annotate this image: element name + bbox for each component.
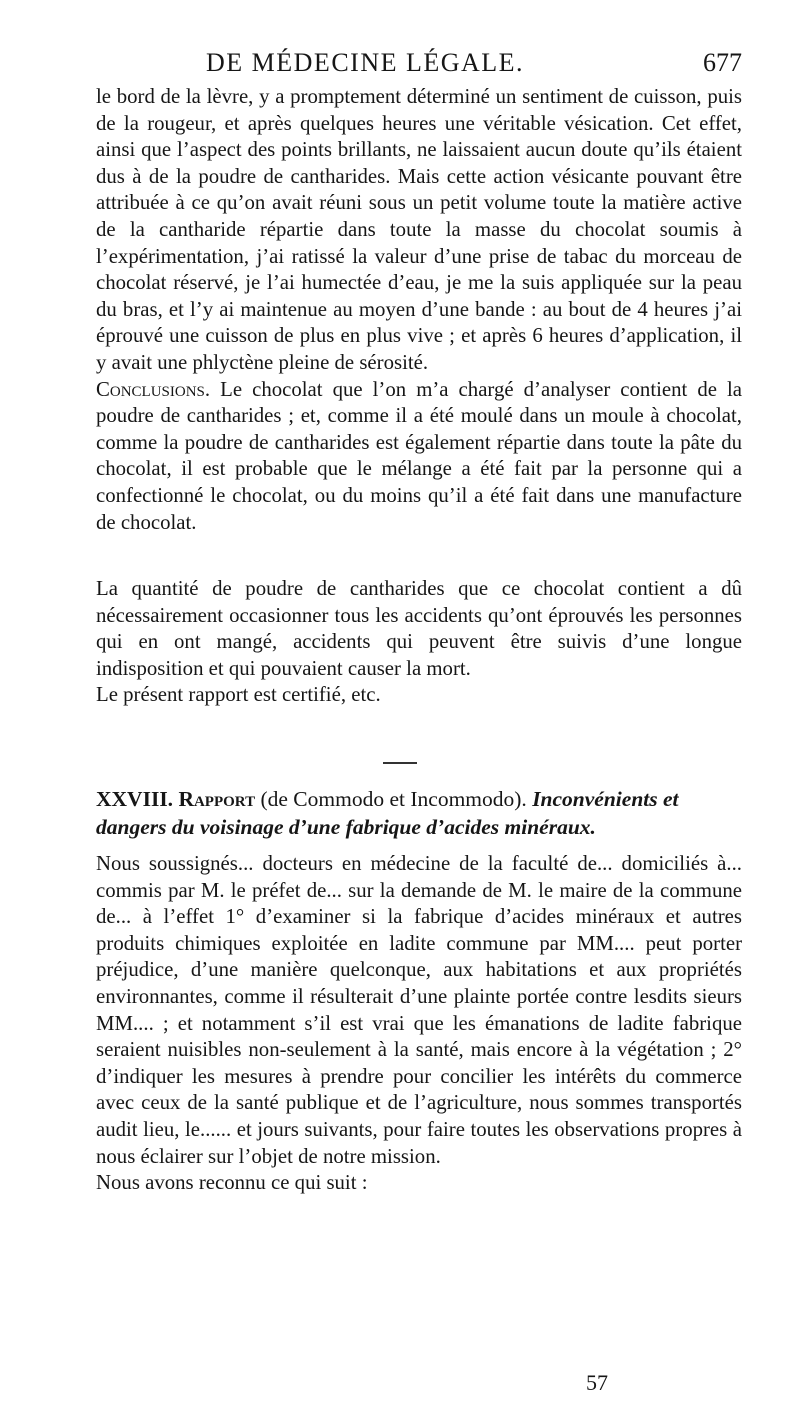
paragraph-report: Nous soussignés... docteurs en médecine de la faculté de... domiciliés à... commis par M. le préfet de... sur la demande de M. le maire de la commune de... à l’effet 1° d’examiner si la fabrique d’acides minéraux et autres produits chimiques exploitée en ladite commune par MM.... peut porter préjudice, d’une manière quelconque, aux habitations et aux propriétés environnantes, comme il résulterait d’une plainte portée contre lesdits sieurs MM.... ; et notamment s’il est vrai que les émanations de ladite fabrique seraient nuisibles non-seulement à la santé, mais encore à la végétation ; 2° d’indiquer les mesures à prendre pour concilier les intérêts du commerce avec ceux de la santé publique et de l’agriculture, nous sommes transportés audit lieu, le...... et jours suivants, pour faire toutes les observations propres à nous éclairer sur l’objet de notre mission.	[96, 852, 742, 1168]
signature-mark: 57	[586, 1370, 608, 1395]
paragraph-quantity: La quantité de poudre de cantharides que ce chocolat contient a dû nécessairement occasionner tous les accidents qu’ont éprouvés les personnes qui en ont mangé, accidents qui peuvent être suivis d’une longue indisposition et qui pouvaient causer la mort.	[96, 577, 742, 680]
section-title-italic: Inconvénients et dangers du voisinage d’une fabrique d’acides minéraux.	[96, 787, 679, 839]
paragraph-conclusions	[96, 377, 742, 537]
body-text-report	[96, 851, 742, 1197]
header-page-number: 677	[703, 48, 742, 77]
paragraph-experiment: le bord de la lèvre, y a promptement déterminé un sentiment de cuisson, puis de la rougeur, et après quelques heures une véritable vésication. Cet effet, ainsi que l’aspect des points brillants, ne laissaient aucun doute qu’ils étaient dus à de la poudre de cantharides. Mais cette action vésicante pouvant être attribuée à ce qu’on avait réuni sous un petit volume toute la matière active de la cantharide répartie dans toute la masse du chocolat soumis à l’expérimentation, j’ai ratissé la valeur d’une prise de tabac du morceau de chocolat réservé, je l’ai humectée d’eau, je me la suis appliquée sur la peau du bras, et l’y ai maintenue au moyen d’une bande : au bout de 4 heures j’ai éprouvé une cuisson de plus en plus vive ; et après 6 heures d’application, il y avait une phlyctène pleine de sérosité.	[96, 85, 742, 374]
section-number: XXVIII.	[96, 787, 174, 811]
header-title: DE MÉDECINE LÉGALE.	[206, 48, 525, 77]
section-subtitle: (de Commodo et Incommodo).	[260, 787, 527, 811]
section-divider	[383, 762, 417, 764]
paragraph-certified: Le présent rapport est certifié, etc.	[96, 683, 381, 707]
conclusions-text: Le chocolat que l’on m’a chargé d’analyser contient de la poudre de cantharides ; et, comme il a été moulé dans un moule à chocolat, comme la poudre de cantharides est également répartie dans toute la pâte du chocolat, il est probable que le mélange a été fait par la personne qui a confectionné le chocolat, ou du moins qu’il a été fait dans une manufacture de chocolat.	[96, 377, 742, 534]
paragraph-findings: Nous avons reconnu ce qui suit :	[96, 1171, 368, 1195]
section-label: Rapport	[178, 787, 256, 811]
body-text-conclusion-tail	[96, 576, 742, 709]
section-title	[96, 785, 742, 841]
conclusions-label: Conclusions.	[96, 377, 211, 401]
running-header	[96, 48, 742, 88]
body-text-top	[96, 84, 742, 536]
